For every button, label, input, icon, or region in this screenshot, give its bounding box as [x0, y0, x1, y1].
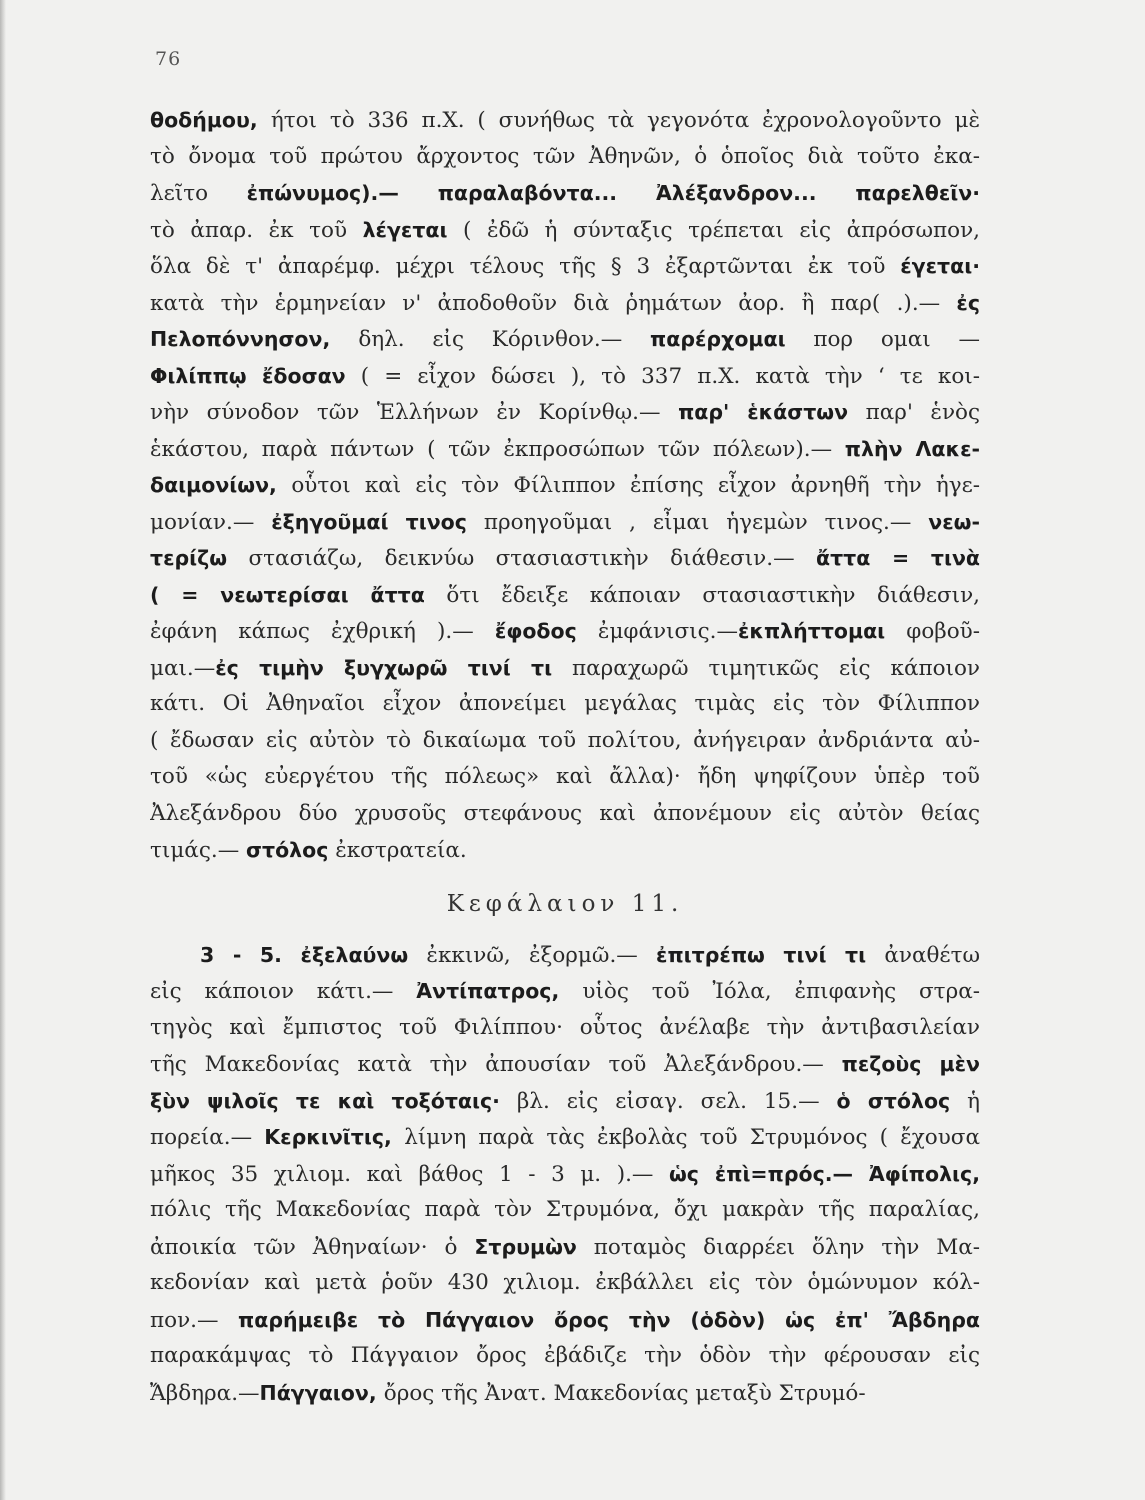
lemma-term: ἐξηγοῦμαί τινος — [271, 509, 467, 534]
lemma-term: Πελοπόννησον, — [150, 327, 359, 351]
lemma-term: Πάγγαιον, — [259, 1380, 384, 1405]
text-line — [150, 139, 980, 176]
gloss-text: λεῖτο — [150, 181, 247, 206]
text-line — [150, 1375, 980, 1412]
text-line — [150, 1302, 980, 1339]
lemma-term: παρήμειβε τὸ Πάγγαιον ὄρος τὴν (ὁδὸν) ὡς ἐπ' Ἄβδηρα — [238, 1307, 980, 1332]
gloss-text: πόλις τῆς Μακεδονίας παρὰ τὸν Στρυμόνα, ὄχι μακρὰν τῆς παραλίας, — [150, 1197, 980, 1222]
gloss-text: ἐμφάνισις.— — [576, 619, 738, 644]
text-line — [150, 796, 980, 833]
gloss-text: μαι.— — [150, 655, 216, 681]
lemma-term: ( = νεωτερίσαι ἄττα — [150, 582, 425, 607]
gloss-text: ὅτι ἔδειξε κάποιαν στασιαστικὴν διάθεσιν, — [424, 582, 980, 608]
text-line — [150, 285, 980, 322]
lemma-term: Φιλίππῳ ἔδοσαν — [150, 363, 346, 388]
text-line — [150, 467, 980, 504]
gloss-text: προηγοῦμαι , εἶμαι ἡγεμὼν τινος.— — [466, 509, 929, 535]
gloss-text: ἀποικία τῶν Ἀθηναίων· ὁ — [150, 1234, 475, 1260]
text-line — [150, 686, 980, 723]
gloss-text: υἱὸς τοῦ Ἰόλα, ἐπιφανὴς στρα- — [582, 979, 980, 1004]
gloss-text: ἀναθέτω — [866, 942, 980, 968]
gloss-text: ( ἔδωσαν εἰς αὐτὸν τὸ δικαίωμα τοῦ πολίτου, ἀνήγειραν ἀνδριάντα αὐ- — [150, 727, 980, 753]
text-line — [150, 102, 980, 139]
text-line — [150, 321, 980, 358]
gloss-text: τὸ ἀπαρ. ἐκ τοῦ — [150, 217, 363, 243]
lemma-term: ἄττα = τινὰ — [815, 546, 980, 570]
lemma-term: ἐπώνυμος).— παραλαβόντα... Ἀλέξανδρον... παρελθεῖν· — [246, 181, 980, 205]
lemma-term: ἔφοδος — [494, 619, 577, 643]
gloss-text: ήτοι τὸ 336 π.Χ. ( συνήθως τὰ γεγονότα ἐχρονολογοῦντο μὲ — [270, 108, 980, 133]
gloss-text: Ἄβδηρα.— — [150, 1380, 260, 1406]
lemma-term: 3 - 5. ἐξελαύνω — [200, 942, 409, 967]
gloss-text: οὗτοι καὶ εἰς τὸν Φίλιππον ἐπίσης εἶχον ἀρνηθῆ τὴν ἡγε- — [291, 473, 980, 498]
lemma-term: Στρυμὼν — [474, 1234, 577, 1259]
gloss-text: βλ. εἰς εἰσαγ. σελ. 15.— — [499, 1088, 837, 1114]
section-chapter-10-end — [150, 102, 980, 869]
text-line — [150, 1192, 980, 1229]
lemma-term: Κερκινῖτις, — [264, 1125, 405, 1149]
text-line — [150, 973, 980, 1010]
page-edge-shadow — [0, 0, 6, 1500]
gloss-text: ὅλα δὲ τ' ἀπαρέμφ. μέχρι τέλους τῆς § 3 ἐξαρτῶνται ἐκ τοῦ — [150, 254, 901, 279]
gloss-text: ἐκκινῶ, ἐξορμῶ.— — [408, 942, 657, 968]
page-number: 76 — [155, 48, 182, 70]
text-line — [150, 577, 980, 614]
lemma-term: Ἀντίπατρος, — [416, 979, 583, 1003]
gloss-text: λίμνη παρὰ τὰς ἐκβολὰς τοῦ Στρυμόνος ( ἔχουσα — [404, 1125, 980, 1150]
gloss-text: παρακάμψας τὸ Πάγγαιον ὄρος ἐβάδιζε τὴν ὁδὸν τὴν φέρουσαν εἰς — [150, 1343, 980, 1368]
gloss-text: ἑκάστου, παρὰ πάντων ( τῶν ἐκπροσώπων τῶν πόλεων).— — [150, 436, 845, 462]
gloss-text: ( ἐδῶ ἡ σύνταξις τρέπεται εἰς ἀπρόσωπον, — [447, 217, 980, 243]
lemma-term: ἐκπλήττομαι — [737, 619, 886, 643]
lemma-term: ὡς ἐπὶ=πρός.— Ἀφίπολις, — [668, 1161, 980, 1186]
text-line — [150, 832, 980, 869]
lemma-term: παρέρχομαι — [650, 327, 786, 351]
gloss-text: ὄρος τῆς Ἀνατ. Μακεδονίας μεταξὺ Στρυμό- — [383, 1380, 866, 1406]
lemma-term: τερίζω — [150, 546, 228, 570]
lemma-term: λέγεται — [362, 217, 448, 242]
gloss-text: τὸ ὄνομα τοῦ πρώτου ἄρχοντος τῶν Ἀθηνῶν, ὁ ὁποῖος διὰ τοῦτο ἐκα- — [150, 143, 980, 169]
gloss-text: τῆς Μακεδονίας κατὰ τὴν ἀπουσίαν τοῦ Ἀλεξάνδρου.— — [150, 1052, 842, 1077]
text-line — [150, 723, 980, 760]
gloss-text: ἐφάνη κάπως ἐχθρική ).— — [150, 619, 495, 644]
text-line — [150, 650, 980, 687]
gloss-text: εἰς κάποιον κάτι.— — [150, 979, 417, 1004]
lemma-term: νεω- — [928, 509, 980, 534]
gloss-text: πον.— — [150, 1307, 239, 1333]
gloss-text: πορεία.— — [150, 1125, 265, 1150]
lemma-term: έγεται· — [900, 254, 980, 278]
text-line — [150, 212, 980, 249]
text-line — [150, 540, 980, 577]
text-line — [150, 613, 980, 650]
text-line — [150, 175, 980, 212]
lemma-term: ξὺν ψιλοῖς τε καὶ τοξόταις· — [150, 1088, 500, 1113]
text-line — [150, 431, 980, 468]
gloss-text: τιμάς.— — [150, 838, 247, 863]
text-line — [150, 1083, 980, 1120]
gloss-text: στασιάζω, δεικνύω στασιαστικὴν διάθεσιν.— — [227, 546, 816, 571]
gloss-text: τοῦ «ὡς εὐεργέτου τῆς πόλεως» καὶ ἄλλα)· ἤδη ψηφίζουν ὑπὲρ τοῦ — [150, 764, 980, 789]
text-line — [150, 1156, 980, 1193]
gloss-text: ποταμὸς διαρρέει ὅλην τὴν Μα- — [576, 1234, 980, 1260]
gloss-text: μῆκος 35 χιλιομ. καὶ βάθος 1 - 3 μ. ).— — [150, 1161, 669, 1187]
text-line — [150, 248, 980, 285]
lemma-term: στόλος — [246, 838, 329, 862]
text-line — [150, 1010, 980, 1047]
gloss-text: κεδονίαν καὶ μετὰ ῥοῦν 430 χιλιομ. ἐκβάλλει εἰς τὸν ὁμώνυμον κόλ- — [150, 1270, 980, 1295]
gloss-text: ( = εἶχον δώσει ), τὸ 337 π.Χ. κατὰ τὴν ‘ τε κοι- — [345, 363, 980, 389]
text-line — [150, 1046, 980, 1083]
text-line — [150, 1265, 980, 1302]
chapter-title: Κεφάλαιον 11. — [446, 890, 684, 917]
lemma-term: παρ' ἑκάστων — [678, 400, 849, 424]
gloss-text: παρ' ἑνὸς — [848, 400, 980, 425]
lemma-term: πεζοὺς μὲν — [841, 1052, 980, 1076]
gloss-text: νὴν σύνοδον τῶν Ἑλλήνων ἐν Κορίνθῳ.— — [150, 400, 679, 425]
lemma-term: πλὴν Λακε- — [844, 436, 980, 461]
text-line — [150, 1338, 980, 1375]
text-line — [150, 504, 980, 541]
gloss-text: δηλ. εἰς Κόρινθον.— — [358, 327, 651, 352]
lemma-term: ἐς — [956, 290, 980, 315]
gloss-text: πορ ομαι — — [785, 327, 980, 352]
text-line — [150, 1229, 980, 1266]
gloss-text: κατὰ τὴν ἑρμηνείαν ν' ἀποδοθοῦν διὰ ῥημάτων ἀορ. ἢ παρ( .).— — [150, 290, 957, 316]
text-line — [150, 358, 980, 395]
gloss-text: ἡ — [950, 1088, 980, 1114]
lemma-term: ἐπιτρέπω τινί τι — [656, 942, 867, 967]
text-line — [150, 937, 980, 974]
gloss-text: φοβοῦ- — [885, 619, 980, 644]
text-line — [150, 759, 980, 796]
gloss-text: Ἀλεξάνδρου δύο χρυσοῦς στεφάνους καὶ ἀπονέμουν εἰς αὐτὸν θείας — [150, 800, 980, 826]
gloss-text: ἐκστρατεία. — [328, 838, 467, 863]
gloss-text: παραχωρῶ τιμητικῶς εἰς κάποιον — [552, 655, 980, 681]
lemma-term: ὁ στόλος — [836, 1088, 951, 1113]
text-line — [150, 394, 980, 431]
gloss-text: μονίαν.— — [150, 509, 272, 535]
lemma-term: ἐς τιμὴν ξυγχωρῶ τινί τι — [215, 655, 553, 680]
text-line — [150, 1119, 980, 1156]
lemma-term: θοδήμου, — [150, 108, 271, 132]
section-chapter-11 — [150, 937, 980, 1412]
body-text — [150, 102, 980, 1411]
gloss-text: κάτι. Οἱ Ἀθηναῖοι εἶχον ἀπονείμει μεγάλας τιμὰς εἰς τὸν Φίλιππον — [150, 691, 980, 716]
lemma-term: δαιμονίων, — [150, 473, 292, 497]
gloss-text: τηγὸς καὶ ἔμπιστος τοῦ Φιλίππου· οὗτος ἀνέλαβε τὴν ἀντιβασιλείαν — [150, 1014, 980, 1040]
